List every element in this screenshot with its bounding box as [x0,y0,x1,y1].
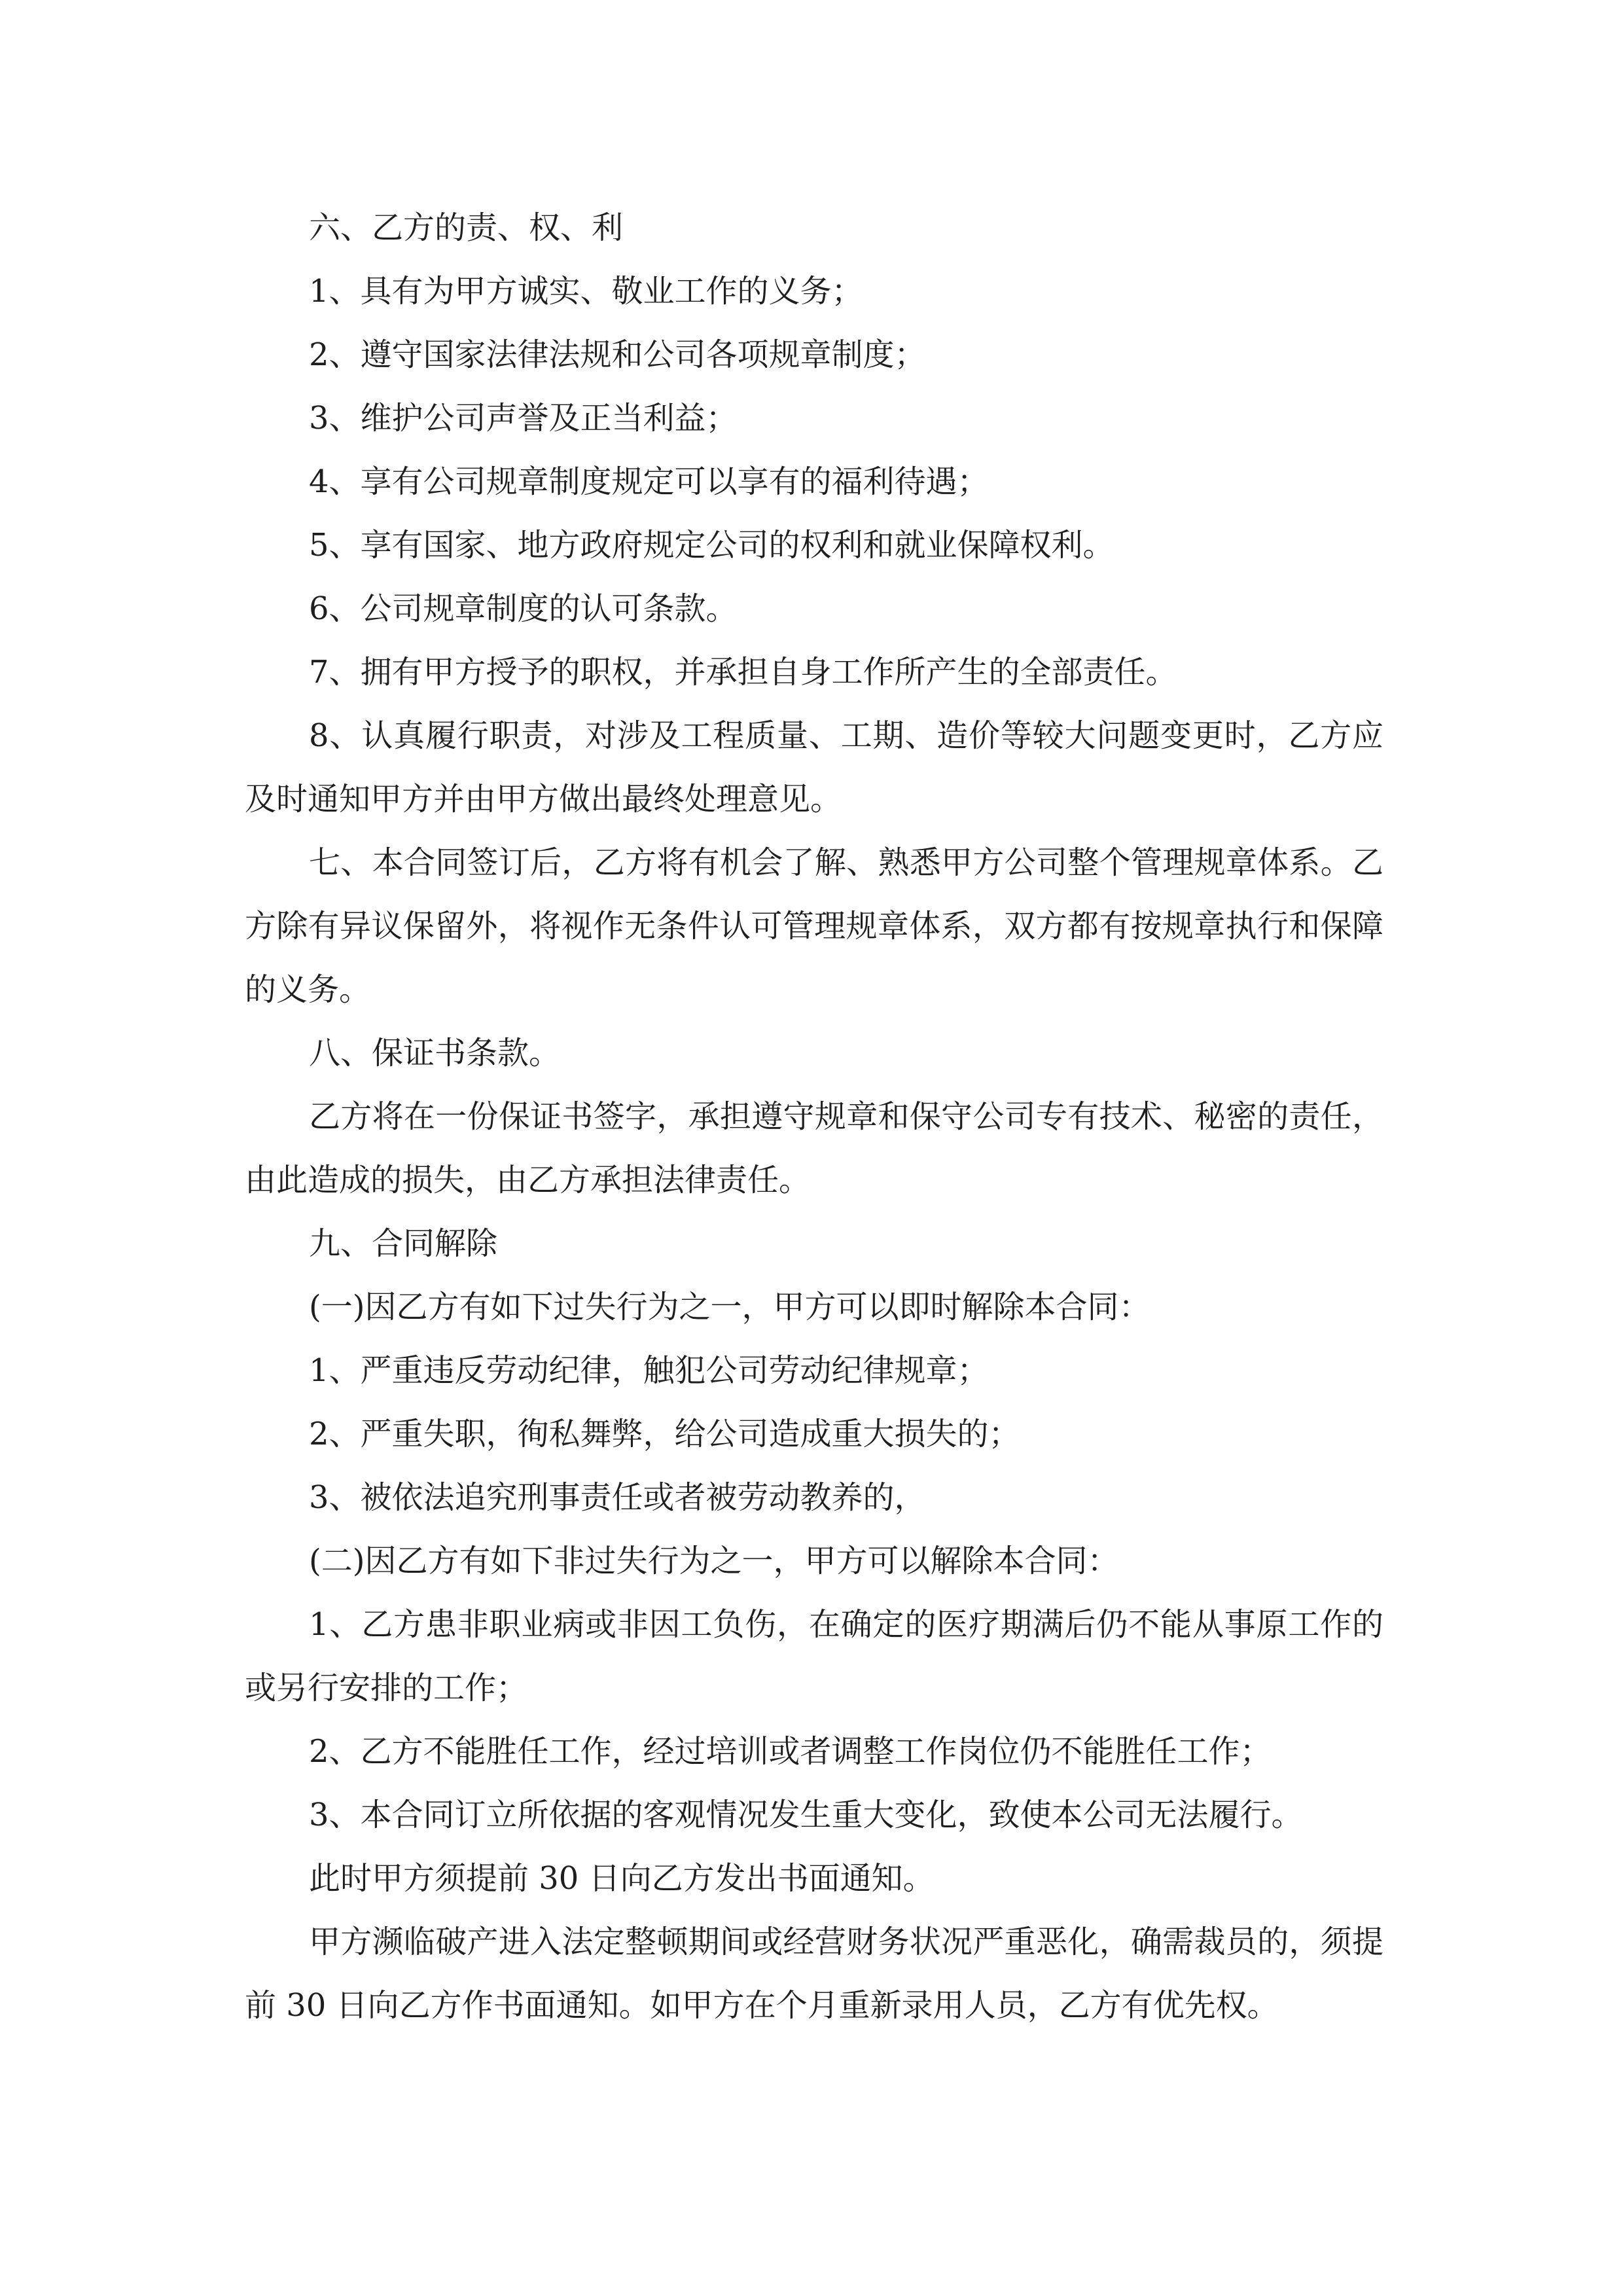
clause-6-4: 4、享有公司规章制度规定可以享有的福利待遇； [309,463,989,500]
clause-6-3: 3、维护公司声誉及正当利益； [309,400,738,437]
clause-9-1-2: 2、严重失职，徇私舞弊，给公司造成重大损失的； [309,1416,1020,1452]
clause-6-7: 7、拥有甲方授予的职权，并承担自身工作所产生的全部责任。 [309,654,1177,691]
clause-9-1-1: 1、严重违反劳动纪律，触犯公司劳动纪律规章； [309,1352,989,1389]
subsection-9-2-heading: (二)因乙方有如下非过失行为之一，甲方可以解除本合同： [309,1543,1119,1579]
section-6-heading: 六、乙方的责、权、利 [309,209,624,246]
clause-6-1: 1、具有为甲方诚实、敬业工作的义务； [309,273,863,310]
clause-9-2-3: 3、本合同订立所依据的客观情况发生重大变化，致使本公司无法履行。 [309,1797,1303,1833]
clause-6-6: 6、公司规章制度的认可条款。 [309,590,738,627]
clause-6-5: 5、享有国家、地方政府规定公司的权利和就业保障权利。 [309,527,1115,564]
subsection-9-1-heading: (一)因乙方有如下过失行为之一，甲方可以即时解除本合同： [309,1289,1150,1325]
clause-9-1-3: 3、被依法追究刑事责任或者被劳动教养的， [309,1479,926,1516]
notice-paragraph: 此时甲方须提前 30 日向乙方发出书面通知。 [309,1860,935,1897]
section-8-paragraph: 乙方将在一份保证书签字，承担遵守规章和保守公司专有技术、秘密的责任，由此造成的损失，由乙方承担法律责任。 [245,1098,1383,1198]
section-9-heading: 九、合同解除 [309,1225,498,1262]
document-body [245,196,1383,2037]
clause-9-2-1: 1、乙方患非职业病或非因工负伤，在确定的医疗期满后仍不能从事原工作的或另行安排的工作； [245,1606,1383,1706]
layoff-paragraph: 甲方濒临破产进入法定整顿期间或经营财务状况严重恶化，确需裁员的，须提前 30 日向乙方作书面通知。如甲方在个月重新录用人员，乙方有优先权。 [245,1924,1383,2024]
clause-6-2: 2、遵守国家法律法规和公司各项规章制度； [309,336,926,373]
clause-9-2-2: 2、乙方不能胜任工作，经过培训或者调整工作岗位仍不能胜任工作； [309,1733,1272,1770]
section-8-heading: 八、保证书条款。 [309,1035,561,1071]
section-7-paragraph: 七、本合同签订后，乙方将有机会了解、熟悉甲方公司整个管理规章体系。乙方除有异议保留外，将视作无条件认可管理规章体系，双方都有按规章执行和保障的义务。 [245,844,1383,1008]
clause-6-8: 8、认真履行职责，对涉及工程质量、工期、造价等较大问题变更时，乙方应及时通知甲方并由甲方做出最终处理意见。 [245,717,1383,817]
